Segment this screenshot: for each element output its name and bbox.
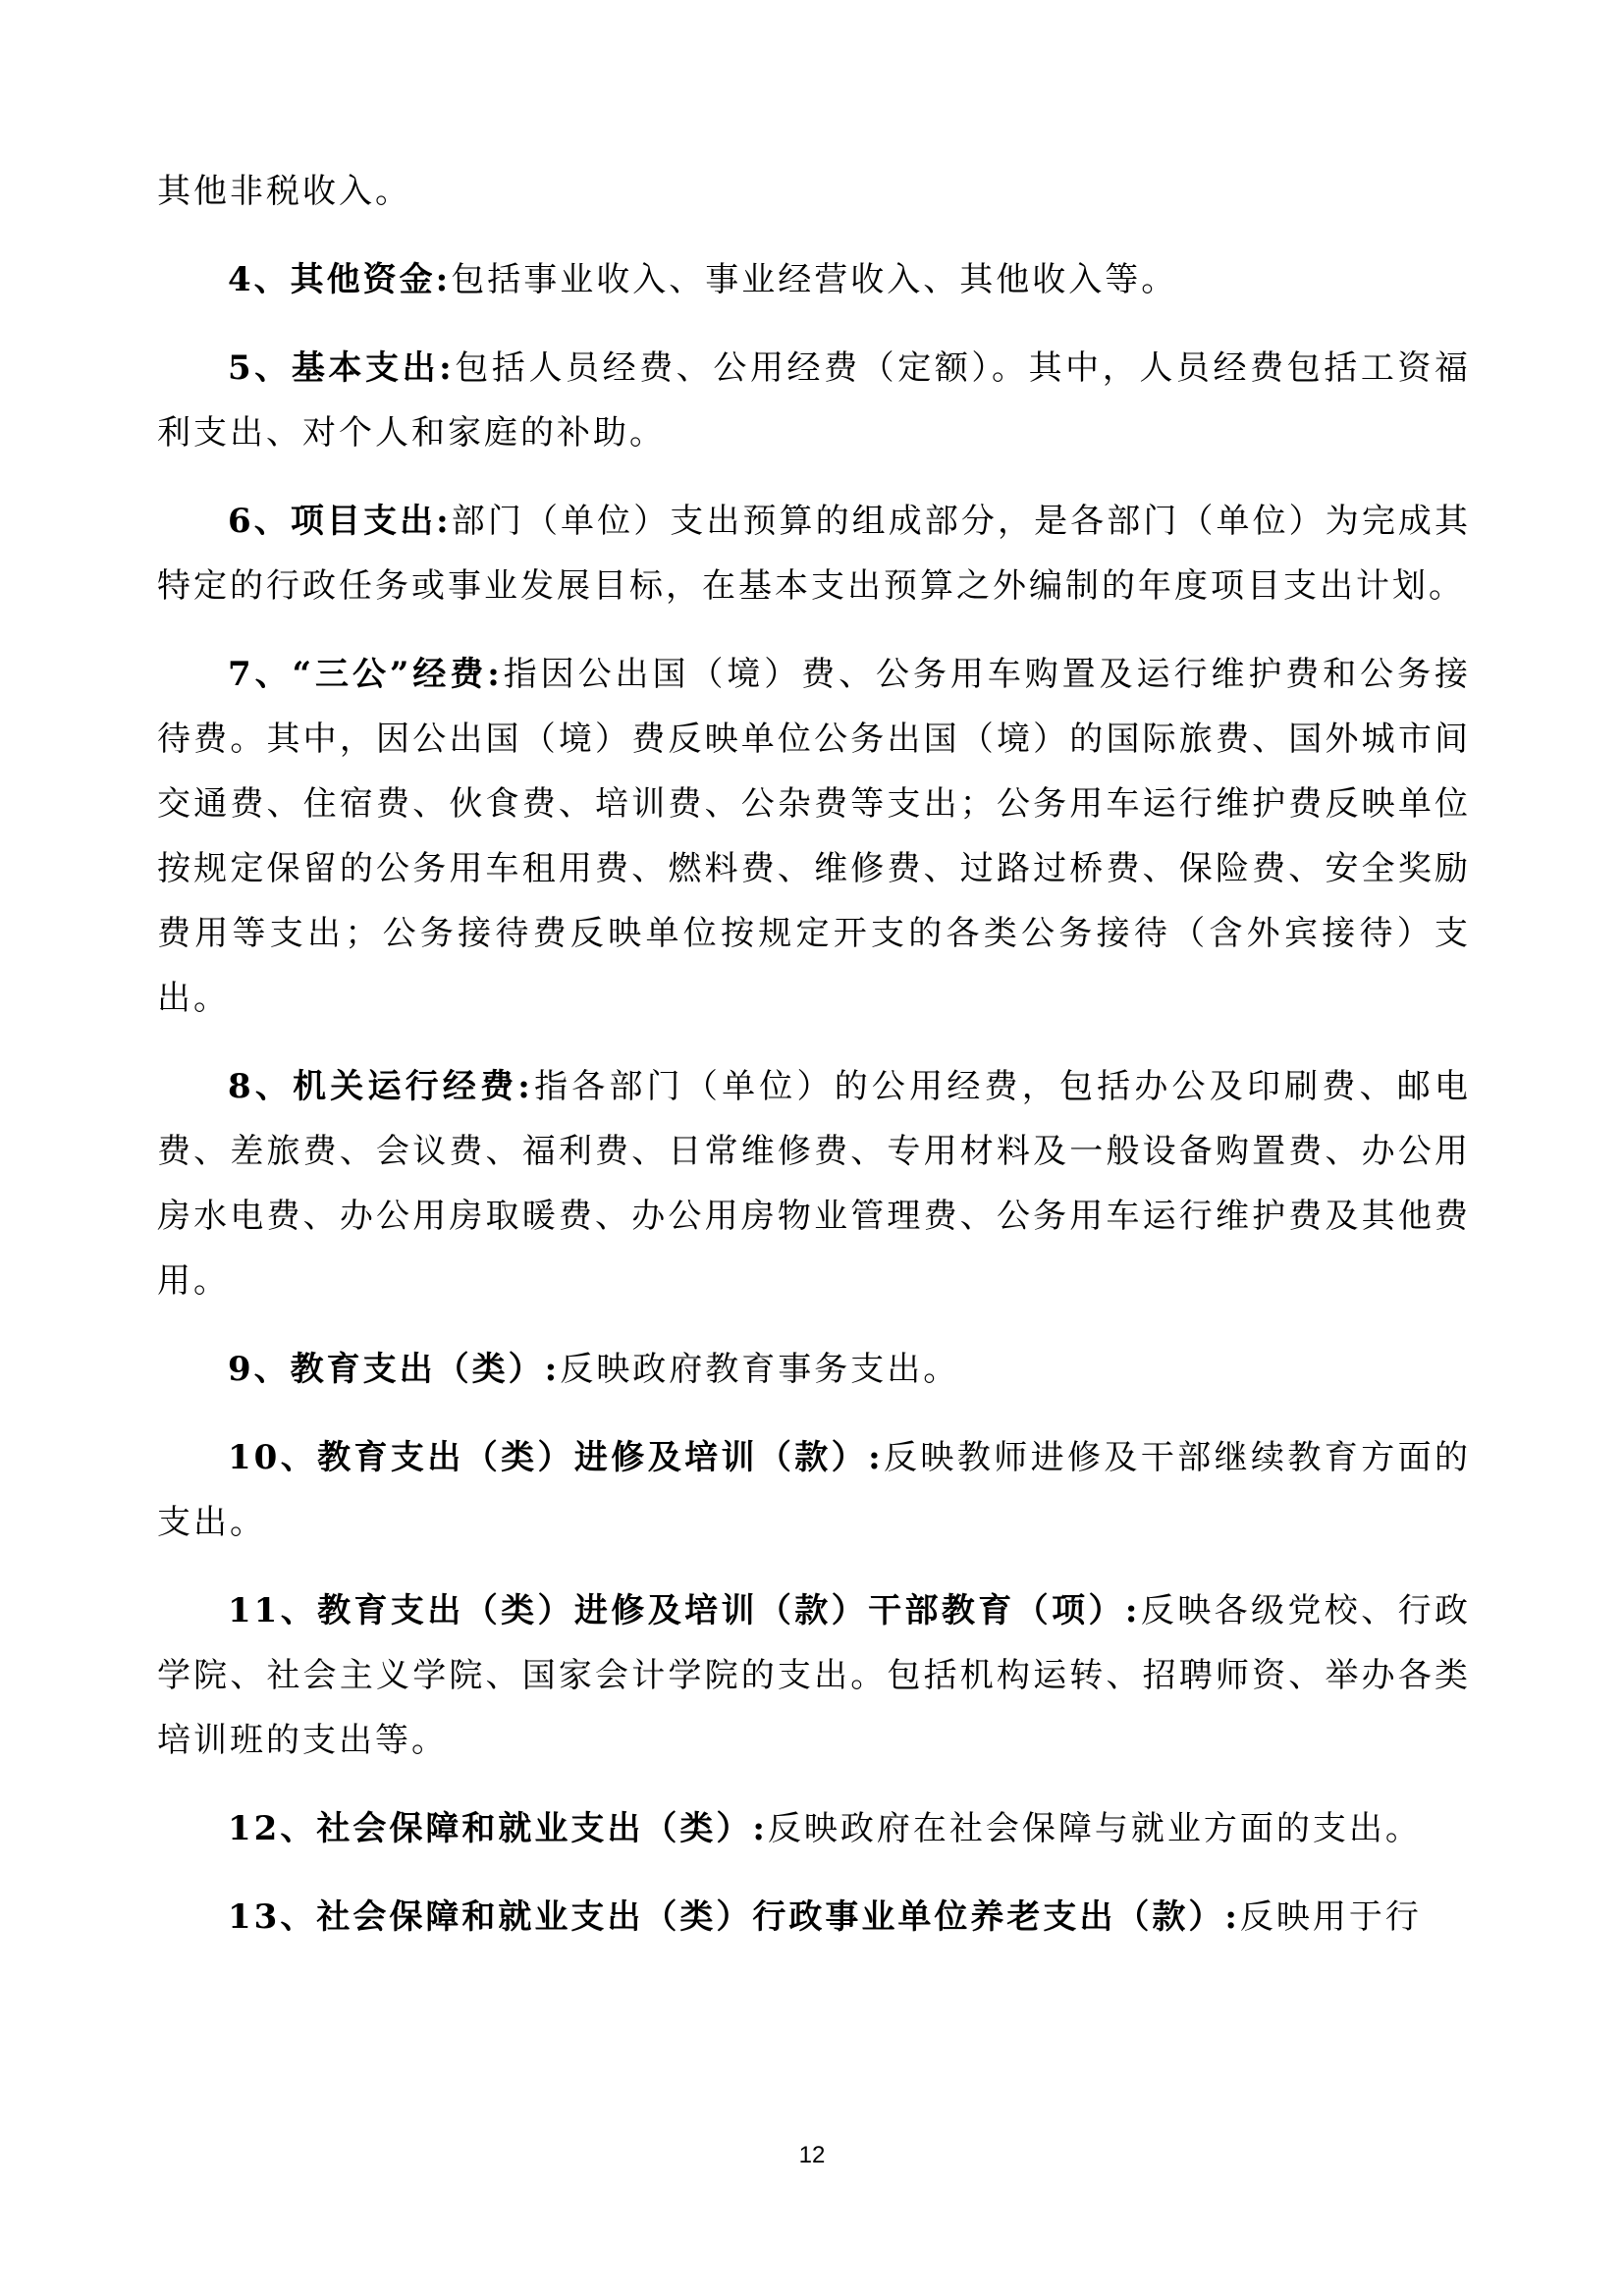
paragraph-text: 包括人员经费、公用经费（定额）。其中，人员经费包括工资福利支出、对个人和家庭的补助。: [157, 348, 1471, 453]
document-body: [157, 159, 1471, 1949]
paragraph-text: 反映教师进修及干部继续教育方面的支出。: [157, 1438, 1472, 1542]
paragraph-project-expenditure: [157, 489, 1471, 618]
paragraph-continuation: [157, 159, 1471, 224]
term-label: 4、其他资金:: [228, 260, 452, 299]
paragraph-text: 指因公出国（境）费、公务用车购置及运行维护费和公务接待费。其中，因公出国（境）费反映单位公务出国（境）的国际旅费、国外城市间交通费、住宿费、伙食费、培训费、公杂费等支出；公务用车运行维护费反映单位按规定保留的公务用车租用费、燃料费、维修费、过路过桥费、保险费、安全奖励费用等支出；公务接待费反映单位按规定开支的各类公务接待（含外宾接待）支出。: [157, 655, 1471, 1018]
paragraph-education-training: [157, 1425, 1471, 1555]
term-label: 13、社会保障和就业支出（类）行政事业单位养老支出（款）:: [228, 1897, 1240, 1937]
paragraph-other-funds: [157, 247, 1471, 312]
paragraph-text: 指各部门（单位）的公用经费，包括办公及印刷费、邮电费、差旅费、会议费、福利费、日常维修费、专用材料及一般设备购置费、办公用房水电费、办公用房取暖费、办公用房物业管理费、公务用车运行维护费及其他费用。: [157, 1067, 1471, 1301]
term-label: 12、社会保障和就业支出（类）:: [228, 1809, 768, 1848]
paragraph-education-category: [157, 1337, 1471, 1402]
term-label: 7、“三公”经费:: [228, 655, 503, 694]
term-label: 8、机关运行经费:: [228, 1067, 533, 1106]
term-label: 11、教育支出（类）进修及培训（款）干部教育（项）:: [228, 1591, 1141, 1630]
paragraph-text: 反映政府教育事务支出。: [560, 1350, 960, 1389]
paragraph-basic-expenditure: [157, 336, 1471, 465]
paragraph-cadre-education: [157, 1578, 1471, 1773]
term-label: 5、基本支出:: [228, 348, 455, 388]
paragraph-three-public-funds: [157, 642, 1471, 1031]
paragraph-text: 其他非税收入。: [157, 172, 411, 211]
paragraph-operating-funds: [157, 1054, 1471, 1313]
page-number: 12: [798, 2142, 826, 2168]
term-label: 10、教育支出（类）进修及培训（款）:: [228, 1438, 884, 1477]
paragraph-text: 反映政府在社会保障与就业方面的支出。: [767, 1809, 1422, 1848]
paragraph-text: 反映各级党校、行政学院、社会主义学院、国家会计学院的支出。包括机构运转、招聘师资、举办各类培训班的支出等。: [157, 1591, 1472, 1760]
paragraph-text: 反映用于行: [1239, 1897, 1422, 1937]
paragraph-pension-expenditure: [157, 1885, 1471, 1949]
paragraph-text: 部门（单位）支出预算的组成部分，是各部门（单位）为完成其特定的行政任务或事业发展目标，在基本支出预算之外编制的年度项目支出计划。: [157, 502, 1471, 606]
paragraph-social-security: [157, 1796, 1471, 1861]
term-label: 9、教育支出（类）:: [228, 1350, 561, 1389]
term-label: 6、项目支出:: [228, 502, 452, 541]
paragraph-text: 包括事业收入、事业经营收入、其他收入等。: [451, 260, 1178, 299]
